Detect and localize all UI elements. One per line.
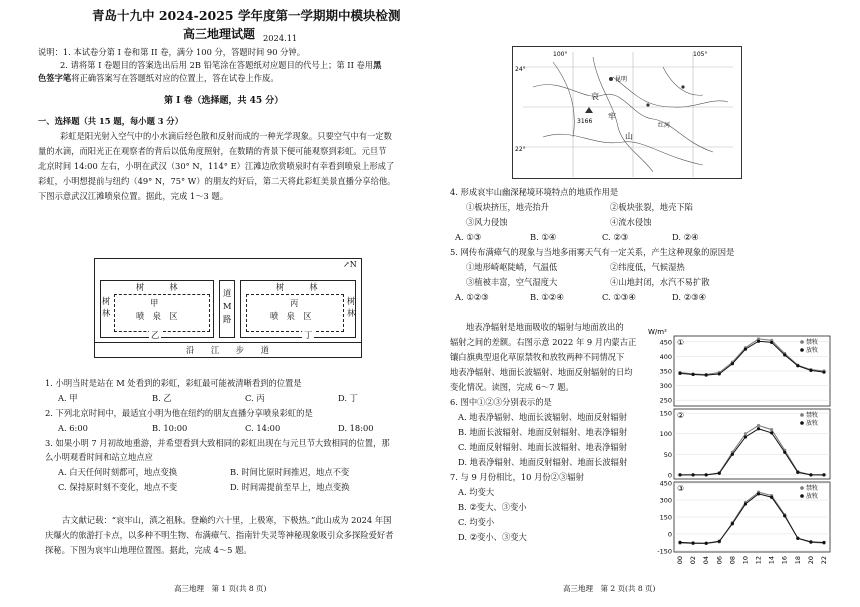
- passage3-line: 变化情况。读图，完成 6～7 题。: [450, 382, 574, 392]
- passage1-line: 量的水滴，而阳光正在观察者的背后以低角度照射，在数睛的背景下便可能观察到彩虹。元旦节: [38, 146, 387, 156]
- passage1-line: 北京时间 14:00 左右，小明在武汉（30° N，114° E）江滩边欣赏喷泉时有幸看到喷泉上形成了: [38, 161, 395, 171]
- map-svg: [513, 47, 742, 179]
- chart-point: [731, 522, 734, 525]
- chart-xtick-label: 04: [702, 556, 711, 565]
- section-title: 第 I 卷（选择题，共 45 分）: [164, 96, 284, 106]
- chart-point: [691, 473, 694, 476]
- chart-point: [705, 373, 708, 376]
- zone-c-text: 喷 泉 区: [270, 311, 312, 321]
- chart-point: [757, 492, 760, 495]
- question-4: 4. 形成哀牢山幽深秘境环境特点的地质作用是: [450, 187, 619, 197]
- road-label: 路: [223, 314, 232, 324]
- chart-point: [718, 372, 721, 375]
- north-label: N: [349, 260, 357, 269]
- q1-option: A. 甲: [58, 393, 78, 403]
- chart-legend-label: 放牧: [806, 420, 819, 427]
- chart-legend-marker: [800, 494, 804, 498]
- chart-legend-marker: [800, 348, 804, 352]
- question-3: 3. 如果小明 7 月初故地重游，并希望看到大致相同的彩虹出现在与元旦节大致相同的位置，那: [45, 438, 390, 448]
- passage3-line: 镶白旗典型退化草原禁牧和放牧两种不同情况下: [450, 352, 625, 362]
- q7-option: D. ②变小、③变大: [458, 532, 527, 542]
- point-yi: 乙: [151, 330, 160, 340]
- q5-item: ③植被丰富，空气湿度大: [466, 277, 558, 287]
- chart-legend-marker: [800, 340, 804, 344]
- q5-answer: D. ②③④: [672, 292, 706, 302]
- passage3-line: 地表净辐射、地面长波辐射、地面反射辐射的日均: [450, 367, 633, 377]
- chart-ytick-label: 450: [659, 479, 672, 488]
- chart-point: [691, 373, 694, 376]
- chart-ytick-label: 0: [667, 471, 672, 480]
- chart-point: [731, 453, 734, 456]
- chart-point: [770, 341, 773, 344]
- chart-ytick-label: 150: [659, 409, 672, 418]
- chart-point: [744, 348, 747, 351]
- q7-option: A. 均变大: [458, 487, 495, 497]
- chart-point: [822, 371, 825, 374]
- trees-left-1: 树: [102, 296, 111, 306]
- road-label: 道: [223, 288, 232, 298]
- chart-point: [822, 541, 825, 544]
- q3-option: A. 白天任何时刻都可，地点变换: [58, 467, 178, 477]
- chart-series-line: [680, 339, 824, 375]
- trees-right-1: 树: [347, 296, 356, 306]
- chart-point: [718, 540, 721, 543]
- trees-top-left: 树 林: [136, 282, 178, 292]
- note-2-pen: 色签字笔: [38, 73, 72, 83]
- chart-legend-marker: [800, 486, 804, 490]
- q4-item: ②板块张裂，地壳下陷: [610, 202, 693, 212]
- q1-option: D. 丁: [338, 393, 358, 403]
- q4-answer: D. ②④: [672, 232, 699, 242]
- chart-ytick-label: 250: [659, 396, 672, 405]
- chart-point: [783, 451, 786, 454]
- chart-legend-label: 放牧: [806, 347, 819, 354]
- chart-point: [731, 362, 734, 365]
- chart-xtick-label: 08: [728, 556, 737, 565]
- chart-point: [796, 471, 799, 474]
- question-7: 7. 与 9 月份相比，10 月份②③辐射: [450, 472, 584, 482]
- map-river: 红河: [658, 122, 671, 129]
- map-lon-1: 100°: [553, 51, 568, 58]
- q4-item: ④流水侵蚀: [610, 217, 652, 227]
- chart-xtick-label: 14: [767, 556, 776, 565]
- map-mtn-2: 牢: [608, 112, 616, 121]
- passage2-line: 庆爆火的旅游打卡点，以多种不明生物、布满瘴气、指南针失灵等神秘现象吸引众多探险爱好者: [45, 530, 394, 540]
- chart-point: [822, 473, 825, 476]
- chart-point: [757, 427, 760, 430]
- point-m: M: [223, 301, 232, 311]
- ailao-map: [512, 46, 742, 179]
- question-5: 5. 网传布满瘴气的现象与当地多雨雾天气有一定关系，产生这种现象的原因是: [450, 247, 735, 257]
- part-title: 一、选择题（共 15 题，每小题 3 分）: [38, 116, 184, 126]
- note-2-tail: 将正确答案写在答题纸对应的位置上，答在试卷上作废。: [71, 73, 279, 83]
- chart-legend-label: 禁牧: [806, 412, 819, 419]
- passage3-line: 地表净辐射是地面吸收的辐射与地面放出的: [466, 322, 624, 332]
- map-city: 昆明: [615, 76, 628, 83]
- q6-option: D. 地表净辐射、地面反射辐射、地面长波辐射: [458, 457, 628, 467]
- chart-legend-label: 放牧: [806, 493, 819, 500]
- chart-xtick-label: 12: [754, 556, 763, 565]
- chart-ytick-label: 400: [659, 352, 672, 361]
- chart-ytick-label: 450: [659, 338, 672, 347]
- chart-point: [678, 372, 681, 375]
- q5-item: ④山地封闭，水汽不易扩散: [610, 277, 710, 287]
- chart-xtick-label: 10: [741, 556, 750, 565]
- q2-option: D. 18:00: [338, 423, 374, 433]
- map-mtn-1: 哀: [591, 92, 599, 101]
- page-footer: 高三地理 第 2 页(共 8 页): [563, 584, 656, 593]
- chart-ytick-label: -150: [657, 547, 672, 556]
- map-lat-1: 24°: [515, 66, 526, 73]
- chart-point: [796, 364, 799, 367]
- chart-series-line: [680, 429, 824, 475]
- note-2: [60, 60, 381, 71]
- passage3-line: 辐射之间的差额。右图示意 2022 年 9 月内蒙古正: [450, 337, 637, 347]
- question-1: 1. 小明当时是站在 M 处看到的彩虹，彩虹最可能被清晰看到的位置是: [45, 378, 302, 388]
- trees-right-2: 林: [347, 308, 356, 318]
- question-3-cont: 么小明观看时间和站立地点应: [45, 452, 153, 462]
- chart-panel-label: ①: [677, 338, 685, 347]
- q1-option: B. 乙: [152, 393, 172, 403]
- map-lon-2: 105°: [693, 51, 708, 58]
- passage2-line: 探秘。下图为哀牢山地理位置图。据此，完成 4～5 题。: [45, 545, 252, 555]
- trees-top-right: 树 林: [276, 282, 318, 292]
- chart-xtick-label: 02: [689, 556, 698, 565]
- chart-series-line: [680, 341, 824, 375]
- note-2-cont: [38, 73, 279, 84]
- question-6: 6. 图中①②③分别表示的是: [450, 397, 552, 407]
- q3-option: B. 时间比原时间推迟，地点不变: [230, 467, 350, 477]
- chart-xtick-label: 22: [820, 556, 828, 565]
- exam-subtitle: 高三地理试题: [183, 27, 256, 41]
- map-mtn-3: 山: [625, 132, 633, 141]
- q6-option: A. 地表净辐射、地面长波辐射、地面反射辐射: [458, 412, 627, 422]
- passage1-line: 彩虹是阳光射入空气中的小水滴后经色散和反射而成的一种光学现象。只要空气中有一定数: [60, 131, 392, 141]
- chart-legend-label: 禁牧: [806, 485, 819, 492]
- q5-answer: C. ①③④: [602, 292, 636, 302]
- chart-point: [678, 541, 681, 544]
- chart-point: [809, 540, 812, 543]
- q6-option: B. 地面长波辐射、地面反射辐射、地表净辐射: [458, 427, 628, 437]
- page-footer: 高三地理 第 1 页(共 8 页): [174, 584, 267, 593]
- q2-option: C. 14:00: [245, 423, 281, 433]
- q2-option: B. 10:00: [152, 423, 188, 433]
- radiation-chart: [648, 328, 836, 598]
- chart-point: [796, 537, 799, 540]
- passage1-line: 彩虹，小明想提前与纽约（49° N，75° W）的朋友约好后，第二天将此彩虹美景直播分享给他。: [38, 176, 396, 186]
- q5-answer: B. ①②④: [530, 292, 564, 302]
- q2-option: A. 6:00: [58, 423, 88, 433]
- q4-answer: A. ①③: [455, 232, 482, 242]
- chart-point: [678, 473, 681, 476]
- trees-left-2: 林: [102, 308, 111, 318]
- riverside-walk: 沿 江 步 道: [186, 345, 269, 355]
- q6-option: C. 地面反射辐射、地面长波辐射、地表净辐射: [458, 442, 627, 452]
- q5-item: ②纬度低，气候湿热: [610, 262, 685, 272]
- chart-point: [770, 431, 773, 434]
- zone-a-text: 喷 泉 区: [136, 311, 178, 321]
- chart-point: [744, 435, 747, 438]
- q4-item: ③风力侵蚀: [466, 217, 508, 227]
- walk-line: [94, 342, 362, 343]
- zone-a-label: 甲: [150, 298, 159, 308]
- chart-ytick-label: 0: [667, 530, 672, 539]
- q3-option: D. 时间需提前至早上，地点变换: [230, 482, 350, 492]
- chart-xtick-label: 16: [780, 556, 789, 565]
- exam-date: 2024.11: [263, 33, 298, 43]
- q1-option: C. 丙: [245, 393, 265, 403]
- chart-ytick-label: 100: [659, 430, 672, 439]
- note-1: 说明：1. 本试卷分第 I 卷和第 II 卷，满分 100 分，答题时间 90 分钟。: [38, 47, 306, 57]
- chart-point: [691, 541, 694, 544]
- chart-xtick-label: 06: [715, 556, 724, 565]
- chart-legend-marker: [800, 421, 804, 425]
- chart-panel-label: ②: [677, 411, 685, 420]
- passage1-line: 下图示意武汉江滩喷泉位置。据此，完成 1～3 题。: [38, 191, 229, 201]
- map-lat-2: 22°: [515, 146, 526, 153]
- chart-ytick-label: 300: [659, 496, 672, 505]
- chart-point: [809, 369, 812, 372]
- chart-point: [757, 424, 760, 427]
- chart-legend-label: 禁牧: [806, 339, 819, 346]
- chart-xtick-label: 00: [676, 556, 684, 565]
- chart-panel-label: ③: [677, 484, 685, 493]
- chart-xtick-label: 20: [806, 556, 815, 565]
- chart-point: [744, 432, 747, 435]
- exam-title: 青岛十九中 2024-2025 学年度第一学期期中模块检测: [92, 8, 401, 23]
- q4-answer: B. ①④: [530, 232, 557, 242]
- question-2: 2. 下列北京时间中，最适宜小明为他在纽约的朋友直播分享喷泉彩虹的是: [45, 408, 313, 418]
- chart-point: [783, 353, 786, 356]
- chart-ytick-label: 300: [659, 382, 672, 391]
- chart-point: [757, 340, 760, 343]
- chart-series-line: [680, 494, 824, 543]
- point-ding: 丁: [304, 330, 313, 340]
- chart-point: [718, 472, 721, 475]
- chart-ytick-label: 150: [659, 513, 672, 522]
- q7-option: B. ②变大、③变小: [458, 502, 527, 512]
- q4-item: ①板块挤压，地壳抬升: [466, 202, 549, 212]
- q7-option: C. 均变小: [458, 517, 495, 527]
- map-peak: 3166: [577, 118, 593, 125]
- chart-ytick-label: 350: [659, 367, 672, 376]
- chart-legend-marker: [800, 413, 804, 417]
- q5-item: ①地形崎岖陡峭，气温低: [466, 262, 558, 272]
- note-2-text: 2. 请将第 I 卷题目的答案选出后用 2B 铅笔涂在答题纸对应题目的代号上；第 II 卷用: [60, 60, 374, 70]
- chart-ylabel: W/m²: [648, 328, 667, 336]
- q3-option: C. 保持原时刻不变化，地点不变: [58, 482, 178, 492]
- chart-point: [744, 502, 747, 505]
- chart-point: [783, 514, 786, 517]
- q4-answer: C. ②③: [602, 232, 629, 242]
- chart-point: [705, 542, 708, 545]
- chart-point: [705, 473, 708, 476]
- fountain-diagram: [94, 258, 362, 358]
- q5-answer: A. ①②③: [455, 292, 489, 302]
- radiation-chart-svg: [648, 328, 836, 598]
- chart-xtick-label: 18: [793, 556, 802, 565]
- north-arrow: ↗N: [343, 260, 357, 269]
- chart-point: [770, 496, 773, 499]
- chart-point: [770, 428, 773, 431]
- passage2-line: 古文献记载：“哀牢山，滇之祖脉。登巅约六十里，上极寒，下极热。”此山成为 2024 年国: [62, 515, 392, 525]
- chart-point: [809, 473, 812, 476]
- note-2-bold: 黑: [373, 60, 382, 70]
- chart-ytick-label: 50: [663, 450, 672, 459]
- zone-c-label: 丙: [290, 298, 299, 308]
